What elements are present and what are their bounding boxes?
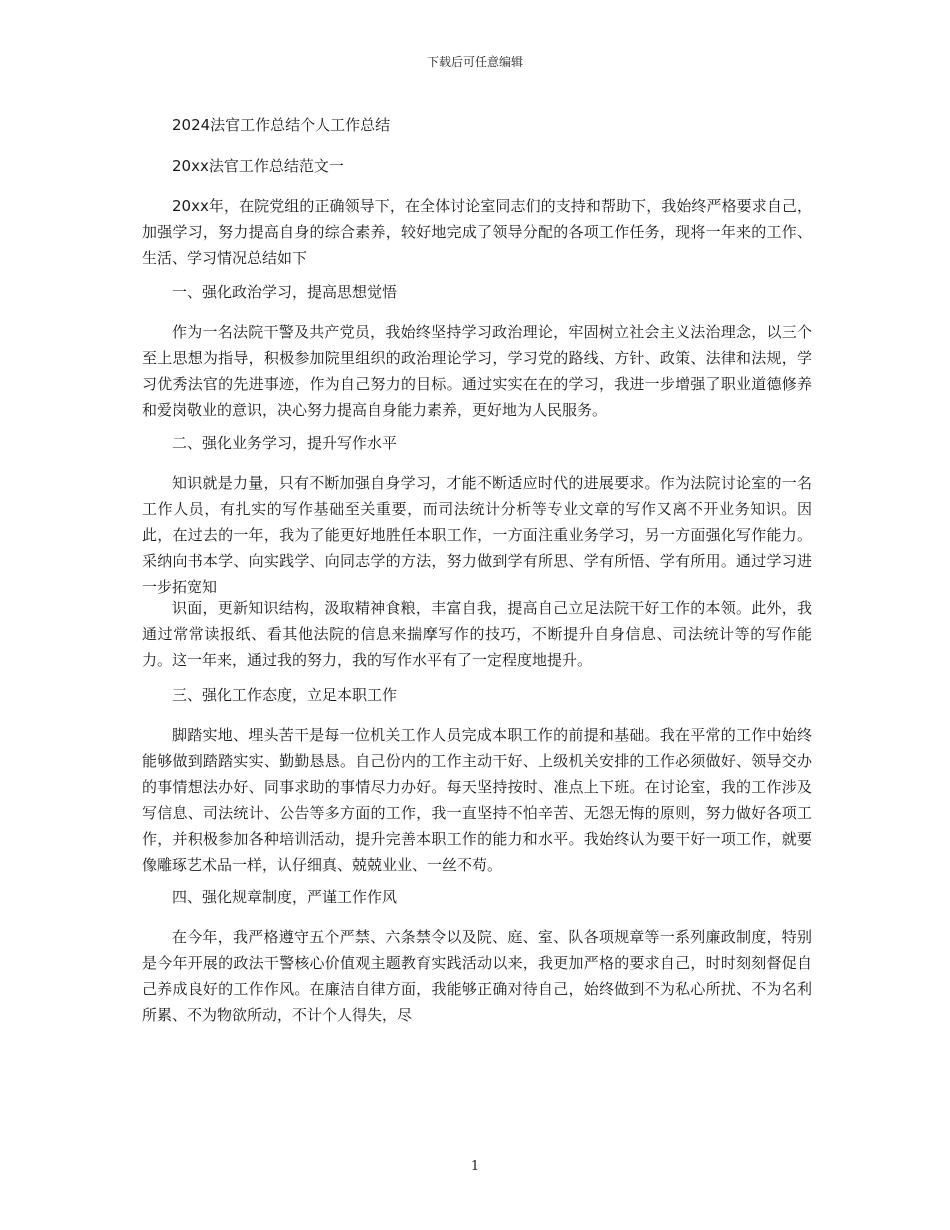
intro-paragraph: 20xx年，在院党组的正确领导下，在全体讨论室同志们的支持和帮助下，我始终严格要求自己，加强学习，努力提高自身的综合素养，较好地完成了领导分配的各项工作任务，现将一年来的工作、生活、学习情况总结如下 bbox=[142, 197, 812, 267]
section-2-paragraph-2: 识面，更新知识结构，汲取精神食粮，丰富自我，提高自己立足法院干好工作的本领。此外，我通过常常读报纸、看其他法院的信息来揣摩写作的技巧，不断提升自身信息、司法统计等的写作能力。这一年来，通过我的努力，我的写作水平有了一定程度地提升。 bbox=[142, 599, 812, 669]
page-number: 1 bbox=[470, 1159, 480, 1174]
section-2-heading: 二、强化业务学习，提升写作水平 bbox=[172, 434, 398, 452]
section-2-paragraph-1: 知识就是力量，只有不断加强自身学习，才能不断适应时代的进展要求。作为法院讨论室的一名工作人员，有扎实的写作基础至关重要，而司法统计分析等专业文章的写作又离不开业务知识。因此，在过去的一年，我为了能更好地胜任本职工作，一方面注重业务学习，另一方面强化写作能力。采纳向书本学、向实践学、向同志学的方法，努力做到学有所思、学有所悟、学有所用。通过学习进一步拓宽知 bbox=[142, 474, 812, 596]
document-subtitle: 20xx法官工作总结范文一 bbox=[172, 157, 344, 175]
section-3-heading: 三、强化工作态度，立足本职工作 bbox=[172, 686, 398, 704]
section-4-paragraph: 在今年，我严格遵守五个严禁、六条禁令以及院、庭、室、队各项规章等一系列廉政制度，特别是今年开展的政法干警核心价值观主题教育实践活动以来，我更加严格的要求自己，时时刻刻督促自己养成良好的工作作风。在廉洁自律方面，我能够正确对待自己，始终做到不为私心所扰、不为名利所累、不为物欲所动，不计个人得失，尽 bbox=[142, 928, 812, 1024]
section-1-heading: 一、强化政治学习，提高思想觉悟 bbox=[172, 283, 398, 301]
download-edit-note: 下载后可任意编辑 bbox=[426, 55, 523, 69]
section-1-paragraph: 作为一名法院干警及共产党员，我始终坚持学习政治理论，牢固树立社会主义法治理念，以三个至上思想为指导，积极参加院里组织的政治理论学习，学习党的路线、方针、政策、法律和法规，学习优秀法官的先进事迹，作为自己努力的目标。通过实实在在的学习，我进一步增强了职业道德修养和爱岗敬业的意识，决心努力提高自身能力素养，更好地为人民服务。 bbox=[142, 323, 812, 419]
section-3-paragraph: 脚踏实地、埋头苦干是每一位机关工作人员完成本职工作的前提和基础。我在平常的工作中始终能够做到踏踏实实、勤勤恳恳。自己份内的工作主动干好、上级机关安排的工作必须做好、领导交办的事情想法办好、同事求助的事情尽力办好。每天坚持按时、准点上下班。在讨论室，我的工作涉及写信息、司法统计、公告等多方面的工作，我一直坚持不怕辛苦、无怨无悔的原则，努力做好各项工作，并积极参加各种培训活动，提升完善本职工作的能力和水平。我始终认为要干好一项工作，就要像雕琢艺术品一样，认仔细真、兢兢业业、一丝不苟。 bbox=[142, 726, 812, 874]
section-4-heading: 四、强化规章制度，严谨工作作风 bbox=[172, 888, 398, 906]
document-title: 2024法官工作总结个人工作总结 bbox=[172, 116, 391, 134]
